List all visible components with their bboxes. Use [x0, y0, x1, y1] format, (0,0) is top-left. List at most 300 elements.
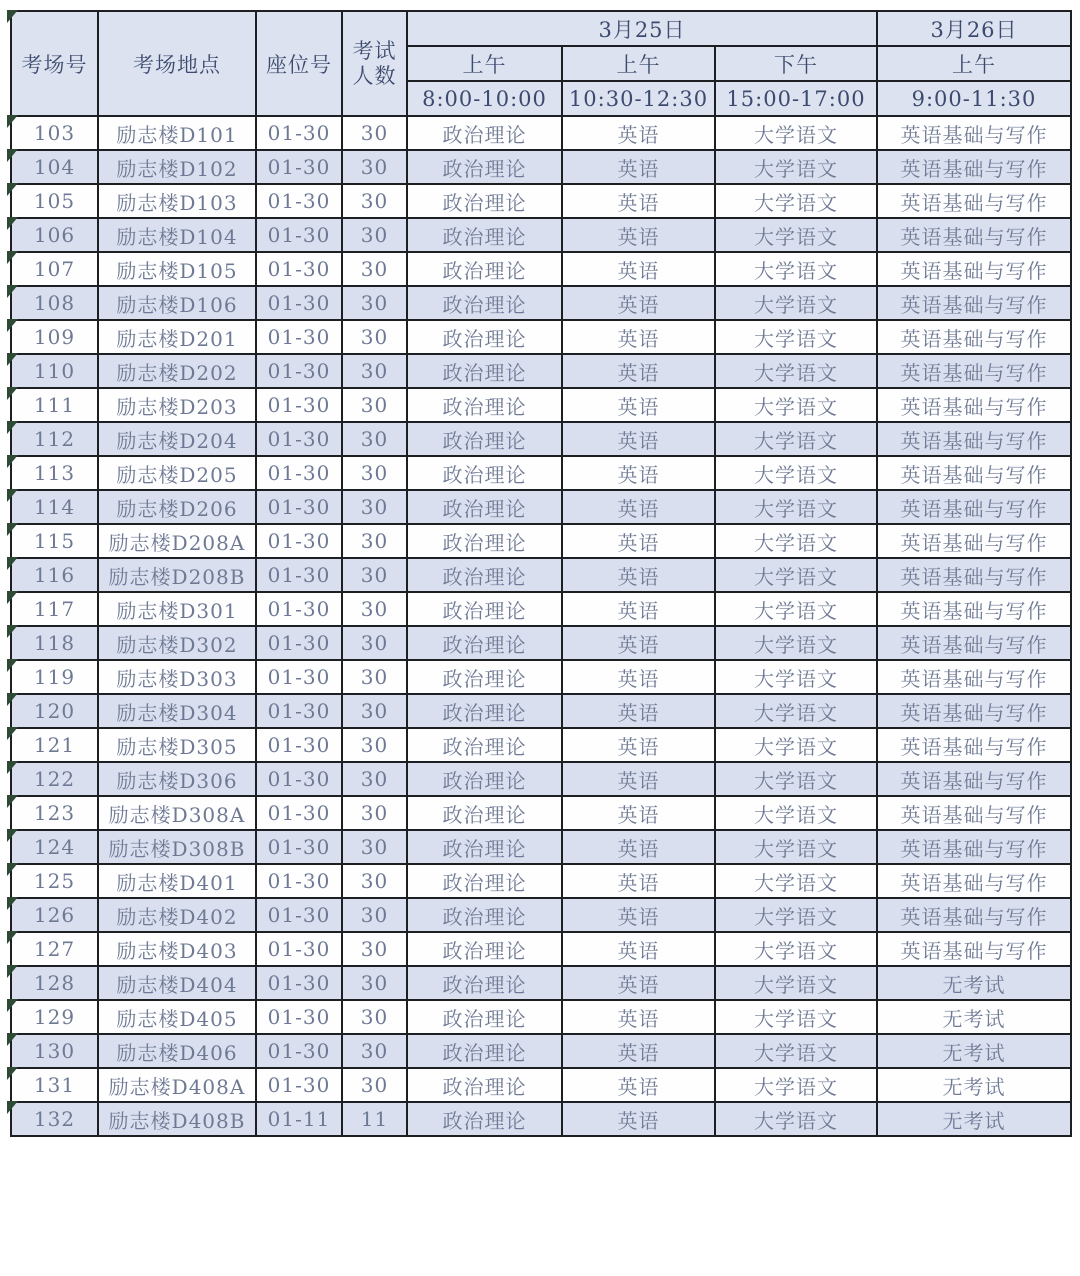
location-cell: 励志楼D408A [98, 1068, 256, 1102]
schedule-row [11, 1000, 1071, 1034]
room-number-cell [11, 354, 98, 388]
header-period-2: 上午 [562, 46, 715, 81]
location-cell: 励志楼D205 [98, 456, 256, 490]
room-number-value: 115 [33, 529, 76, 553]
examinee-count-cell: 30 [342, 830, 407, 864]
room-number-value: 117 [33, 597, 76, 621]
exam-english-writing-cell: 英语基础与写作 [877, 490, 1071, 524]
schedule-row [11, 660, 1071, 694]
room-number-cell [11, 932, 98, 966]
exam-politics-cell: 政治理论 [407, 728, 562, 762]
schedule-table-header [11, 11, 1071, 116]
corner-mark-icon [7, 285, 18, 298]
exam-politics-cell: 政治理论 [407, 796, 562, 830]
schedule-row [11, 898, 1071, 932]
room-number-value: 104 [33, 155, 76, 179]
schedule-row [11, 354, 1071, 388]
header-examinee-count: 考试人数 [342, 11, 407, 116]
exam-chinese-cell: 大学语文 [715, 184, 877, 218]
exam-politics-cell: 政治理论 [407, 626, 562, 660]
room-number-cell [11, 456, 98, 490]
exam-politics-cell: 政治理论 [407, 286, 562, 320]
examinee-count-cell: 30 [342, 422, 407, 456]
seat-range-cell: 01-30 [256, 694, 342, 728]
examinee-count-cell: 30 [342, 524, 407, 558]
room-number-value: 124 [33, 835, 76, 859]
examinee-count-cell: 30 [342, 762, 407, 796]
location-cell: 励志楼D104 [98, 218, 256, 252]
exam-english-writing-cell: 英语基础与写作 [877, 830, 1071, 864]
exam-english-cell: 英语 [562, 286, 715, 320]
exam-english-cell: 英语 [562, 626, 715, 660]
exam-chinese-cell: 大学语文 [715, 592, 877, 626]
location-cell: 励志楼D403 [98, 932, 256, 966]
seat-range-cell: 01-30 [256, 422, 342, 456]
room-number-value: 131 [33, 1073, 76, 1097]
exam-politics-cell: 政治理论 [407, 150, 562, 184]
room-number-cell [11, 728, 98, 762]
room-number-value: 112 [33, 427, 76, 451]
exam-english-writing-cell: 英语基础与写作 [877, 456, 1071, 490]
room-number-cell [11, 1034, 98, 1068]
exam-chinese-cell: 大学语文 [715, 1000, 877, 1034]
exam-politics-cell: 政治理论 [407, 1068, 562, 1102]
exam-english-writing-cell: 英语基础与写作 [877, 660, 1071, 694]
room-number-cell [11, 558, 98, 592]
room-number-value: 122 [33, 767, 76, 791]
corner-mark-icon [7, 591, 18, 604]
schedule-row [11, 150, 1071, 184]
room-number-cell [11, 388, 98, 422]
exam-english-cell: 英语 [562, 1034, 715, 1068]
exam-english-cell: 英语 [562, 864, 715, 898]
examinee-count-cell: 30 [342, 626, 407, 660]
examinee-count-cell: 30 [342, 1000, 407, 1034]
room-number-cell [11, 1000, 98, 1034]
schedule-row [11, 558, 1071, 592]
exam-politics-cell: 政治理论 [407, 320, 562, 354]
room-number-cell [11, 218, 98, 252]
exam-english-writing-cell: 英语基础与写作 [877, 626, 1071, 660]
exam-chinese-cell: 大学语文 [715, 218, 877, 252]
location-cell: 励志楼D408B [98, 1102, 256, 1136]
location-cell: 励志楼D401 [98, 864, 256, 898]
room-number-value: 120 [33, 699, 76, 723]
seat-range-cell: 01-30 [256, 796, 342, 830]
schedule-row [11, 456, 1071, 490]
corner-mark-icon [7, 693, 18, 706]
exam-english-cell: 英语 [562, 694, 715, 728]
header-room-number-label: 考场号 [21, 52, 88, 77]
location-cell: 励志楼D102 [98, 150, 256, 184]
examinee-count-cell: 30 [342, 252, 407, 286]
exam-english-writing-cell: 英语基础与写作 [877, 116, 1071, 150]
exam-english-writing-cell: 英语基础与写作 [877, 354, 1071, 388]
schedule-row [11, 286, 1071, 320]
room-number-value: 113 [33, 461, 76, 485]
room-number-cell [11, 286, 98, 320]
exam-english-cell: 英语 [562, 116, 715, 150]
exam-politics-cell: 政治理论 [407, 864, 562, 898]
seat-range-cell: 01-30 [256, 1034, 342, 1068]
exam-politics-cell: 政治理论 [407, 558, 562, 592]
corner-mark-icon [7, 149, 18, 162]
seat-range-cell: 01-30 [256, 728, 342, 762]
room-number-cell [11, 1068, 98, 1102]
schedule-row [11, 796, 1071, 830]
exam-english-writing-cell: 英语基础与写作 [877, 898, 1071, 932]
room-number-value: 119 [33, 665, 76, 689]
corner-mark-icon [7, 183, 18, 196]
seat-range-cell: 01-30 [256, 1000, 342, 1034]
exam-english-cell: 英语 [562, 184, 715, 218]
seat-range-cell: 01-30 [256, 966, 342, 1000]
exam-chinese-cell: 大学语文 [715, 252, 877, 286]
schedule-row [11, 422, 1071, 456]
seat-range-cell: 01-30 [256, 864, 342, 898]
room-number-value: 127 [33, 937, 76, 961]
exam-english-writing-cell: 英语基础与写作 [877, 320, 1071, 354]
exam-chinese-cell: 大学语文 [715, 116, 877, 150]
exam-english-cell: 英语 [562, 558, 715, 592]
exam-english-cell: 英语 [562, 796, 715, 830]
exam-politics-cell: 政治理论 [407, 252, 562, 286]
examinee-count-cell: 30 [342, 694, 407, 728]
room-number-value: 110 [33, 359, 76, 383]
examinee-count-cell: 30 [342, 1034, 407, 1068]
location-cell: 励志楼D406 [98, 1034, 256, 1068]
exam-english-writing-cell: 英语基础与写作 [877, 558, 1071, 592]
corner-mark-icon [7, 1101, 18, 1114]
header-time-3: 15:00-17:00 [715, 81, 877, 116]
location-cell: 励志楼D402 [98, 898, 256, 932]
location-cell: 励志楼D106 [98, 286, 256, 320]
exam-english-writing-cell: 英语基础与写作 [877, 218, 1071, 252]
schedule-row [11, 490, 1071, 524]
header-location: 考场地点 [98, 11, 256, 116]
seat-range-cell: 01-30 [256, 592, 342, 626]
schedule-row [11, 592, 1071, 626]
exam-politics-cell: 政治理论 [407, 932, 562, 966]
exam-english-writing-cell: 英语基础与写作 [877, 252, 1071, 286]
exam-chinese-cell: 大学语文 [715, 320, 877, 354]
exam-english-cell: 英语 [562, 320, 715, 354]
seat-range-cell: 01-30 [256, 388, 342, 422]
header-time-1: 8:00-10:00 [407, 81, 562, 116]
room-number-cell [11, 694, 98, 728]
examinee-count-cell: 30 [342, 796, 407, 830]
corner-mark-icon [7, 897, 18, 910]
exam-chinese-cell: 大学语文 [715, 558, 877, 592]
schedule-row [11, 320, 1071, 354]
exam-chinese-cell: 大学语文 [715, 1068, 877, 1102]
schedule-row [11, 626, 1071, 660]
corner-mark-icon [7, 387, 18, 400]
room-number-cell [11, 796, 98, 830]
examinee-count-cell: 30 [342, 354, 407, 388]
examinee-count-cell: 30 [342, 456, 407, 490]
header-time-4: 9:00-11:30 [877, 81, 1071, 116]
room-number-cell [11, 864, 98, 898]
exam-politics-cell: 政治理论 [407, 1000, 562, 1034]
exam-english-cell: 英语 [562, 728, 715, 762]
exam-english-writing-cell: 无考试 [877, 1102, 1071, 1136]
header-room-number [11, 11, 98, 116]
corner-mark-icon [7, 421, 18, 434]
corner-mark-icon [7, 319, 18, 332]
room-number-value: 118 [33, 631, 76, 655]
corner-mark-icon [7, 965, 18, 978]
room-number-value: 125 [33, 869, 76, 893]
corner-mark-icon [7, 829, 18, 842]
exam-chinese-cell: 大学语文 [715, 150, 877, 184]
exam-chinese-cell: 大学语文 [715, 286, 877, 320]
exam-english-writing-cell: 英语基础与写作 [877, 286, 1071, 320]
examinee-count-cell: 30 [342, 286, 407, 320]
location-cell: 励志楼D302 [98, 626, 256, 660]
examinee-count-cell: 30 [342, 1068, 407, 1102]
room-number-value: 130 [33, 1039, 76, 1063]
room-number-cell [11, 1102, 98, 1136]
examinee-count-cell: 30 [342, 184, 407, 218]
room-number-value: 106 [33, 223, 76, 247]
exam-chinese-cell: 大学语文 [715, 830, 877, 864]
seat-range-cell: 01-30 [256, 286, 342, 320]
exam-english-writing-cell: 无考试 [877, 1068, 1071, 1102]
schedule-row [11, 694, 1071, 728]
location-cell: 励志楼D404 [98, 966, 256, 1000]
location-cell: 励志楼D304 [98, 694, 256, 728]
exam-english-writing-cell: 英语基础与写作 [877, 524, 1071, 558]
corner-mark-icon [7, 523, 18, 536]
exam-english-cell: 英语 [562, 490, 715, 524]
exam-english-writing-cell: 英语基础与写作 [877, 864, 1071, 898]
exam-chinese-cell: 大学语文 [715, 728, 877, 762]
schedule-row [11, 1102, 1071, 1136]
schedule-row [11, 1068, 1071, 1102]
exam-english-cell: 英语 [562, 830, 715, 864]
exam-chinese-cell: 大学语文 [715, 762, 877, 796]
location-cell: 励志楼D208A [98, 524, 256, 558]
seat-range-cell: 01-30 [256, 184, 342, 218]
examinee-count-cell: 30 [342, 150, 407, 184]
exam-politics-cell: 政治理论 [407, 830, 562, 864]
corner-mark-icon [7, 217, 18, 230]
seat-range-cell: 01-30 [256, 490, 342, 524]
room-number-cell [11, 116, 98, 150]
room-number-value: 132 [33, 1107, 76, 1131]
schedule-row [11, 864, 1071, 898]
exam-english-writing-cell: 英语基础与写作 [877, 762, 1071, 796]
room-number-cell [11, 184, 98, 218]
seat-range-cell: 01-30 [256, 558, 342, 592]
room-number-cell [11, 422, 98, 456]
corner-mark-icon [7, 863, 18, 876]
corner-mark-icon [7, 659, 18, 672]
header-date-march-25: 3月25日 [407, 11, 877, 46]
exam-chinese-cell: 大学语文 [715, 694, 877, 728]
corner-mark-icon [7, 353, 18, 366]
seat-range-cell: 01-30 [256, 218, 342, 252]
seat-range-cell: 01-30 [256, 456, 342, 490]
location-cell: 励志楼D204 [98, 422, 256, 456]
seat-range-cell: 01-30 [256, 354, 342, 388]
seat-range-cell: 01-30 [256, 830, 342, 864]
exam-politics-cell: 政治理论 [407, 218, 562, 252]
exam-english-cell: 英语 [562, 1068, 715, 1102]
schedule-row [11, 252, 1071, 286]
corner-mark-icon [7, 727, 18, 740]
exam-english-cell: 英语 [562, 150, 715, 184]
examinee-count-cell: 30 [342, 864, 407, 898]
exam-politics-cell: 政治理论 [407, 456, 562, 490]
location-cell: 励志楼D301 [98, 592, 256, 626]
exam-chinese-cell: 大学语文 [715, 354, 877, 388]
room-number-cell [11, 252, 98, 286]
room-number-cell [11, 524, 98, 558]
exam-chinese-cell: 大学语文 [715, 490, 877, 524]
corner-mark-icon [7, 625, 18, 638]
room-number-value: 128 [33, 971, 76, 995]
header-period-4: 上午 [877, 46, 1071, 81]
exam-english-cell: 英语 [562, 1102, 715, 1136]
exam-english-cell: 英语 [562, 456, 715, 490]
seat-range-cell: 01-30 [256, 524, 342, 558]
location-cell: 励志楼D306 [98, 762, 256, 796]
corner-mark-icon [7, 115, 18, 128]
examinee-count-cell: 30 [342, 966, 407, 1000]
exam-english-cell: 英语 [562, 932, 715, 966]
exam-politics-cell: 政治理论 [407, 490, 562, 524]
exam-english-cell: 英语 [562, 660, 715, 694]
exam-politics-cell: 政治理论 [407, 184, 562, 218]
corner-mark-icon [7, 10, 18, 23]
header-period-3: 下午 [715, 46, 877, 81]
room-number-value: 105 [33, 189, 76, 213]
room-number-value: 129 [33, 1005, 76, 1029]
exam-chinese-cell: 大学语文 [715, 864, 877, 898]
examinee-count-cell: 30 [342, 388, 407, 422]
exam-english-cell: 英语 [562, 1000, 715, 1034]
exam-chinese-cell: 大学语文 [715, 626, 877, 660]
exam-chinese-cell: 大学语文 [715, 422, 877, 456]
exam-english-cell: 英语 [562, 524, 715, 558]
exam-chinese-cell: 大学语文 [715, 1102, 877, 1136]
exam-chinese-cell: 大学语文 [715, 932, 877, 966]
location-cell: 励志楼D203 [98, 388, 256, 422]
exam-politics-cell: 政治理论 [407, 116, 562, 150]
room-number-value: 108 [33, 291, 76, 315]
room-number-cell [11, 150, 98, 184]
seat-range-cell: 01-30 [256, 762, 342, 796]
corner-mark-icon [7, 455, 18, 468]
exam-english-cell: 英语 [562, 592, 715, 626]
corner-mark-icon [7, 795, 18, 808]
exam-english-writing-cell: 无考试 [877, 966, 1071, 1000]
corner-mark-icon [7, 761, 18, 774]
corner-mark-icon [7, 557, 18, 570]
room-number-value: 103 [33, 121, 76, 145]
exam-chinese-cell: 大学语文 [715, 456, 877, 490]
schedule-row [11, 1034, 1071, 1068]
room-number-value: 114 [33, 495, 76, 519]
examinee-count-cell: 30 [342, 932, 407, 966]
exam-chinese-cell: 大学语文 [715, 966, 877, 1000]
location-cell: 励志楼D101 [98, 116, 256, 150]
exam-english-writing-cell: 英语基础与写作 [877, 592, 1071, 626]
room-number-cell [11, 660, 98, 694]
location-cell: 励志楼D305 [98, 728, 256, 762]
schedule-row [11, 116, 1071, 150]
room-number-value: 126 [33, 903, 76, 927]
examinee-count-cell: 30 [342, 660, 407, 694]
header-time-2: 10:30-12:30 [562, 81, 715, 116]
examinee-count-cell: 30 [342, 116, 407, 150]
location-cell: 励志楼D208B [98, 558, 256, 592]
room-number-value: 107 [33, 257, 76, 281]
exam-chinese-cell: 大学语文 [715, 898, 877, 932]
location-cell: 励志楼D303 [98, 660, 256, 694]
room-number-value: 111 [33, 393, 76, 417]
exam-english-writing-cell: 无考试 [877, 1034, 1071, 1068]
room-number-cell [11, 830, 98, 864]
exam-english-writing-cell: 英语基础与写作 [877, 184, 1071, 218]
exam-chinese-cell: 大学语文 [715, 660, 877, 694]
location-cell: 励志楼D308A [98, 796, 256, 830]
room-number-value: 123 [33, 801, 76, 825]
header-period-1: 上午 [407, 46, 562, 81]
exam-chinese-cell: 大学语文 [715, 388, 877, 422]
exam-english-writing-cell: 英语基础与写作 [877, 728, 1071, 762]
location-cell: 励志楼D105 [98, 252, 256, 286]
corner-mark-icon [7, 999, 18, 1012]
schedule-row [11, 218, 1071, 252]
location-cell: 励志楼D308B [98, 830, 256, 864]
location-cell: 励志楼D405 [98, 1000, 256, 1034]
exam-english-cell: 英语 [562, 218, 715, 252]
schedule-table-body [11, 116, 1071, 1136]
exam-politics-cell: 政治理论 [407, 1102, 562, 1136]
exam-politics-cell: 政治理论 [407, 422, 562, 456]
schedule-row [11, 966, 1071, 1000]
exam-chinese-cell: 大学语文 [715, 524, 877, 558]
exam-politics-cell: 政治理论 [407, 1034, 562, 1068]
exam-politics-cell: 政治理论 [407, 762, 562, 796]
exam-politics-cell: 政治理论 [407, 388, 562, 422]
exam-politics-cell: 政治理论 [407, 660, 562, 694]
seat-range-cell: 01-30 [256, 320, 342, 354]
room-number-cell [11, 762, 98, 796]
exam-english-cell: 英语 [562, 422, 715, 456]
room-number-cell [11, 320, 98, 354]
seat-range-cell: 01-30 [256, 626, 342, 660]
corner-mark-icon [7, 931, 18, 944]
examinee-count-cell: 30 [342, 728, 407, 762]
examinee-count-cell: 30 [342, 320, 407, 354]
exam-english-cell: 英语 [562, 762, 715, 796]
location-cell: 励志楼D201 [98, 320, 256, 354]
schedule-row [11, 388, 1071, 422]
seat-range-cell: 01-30 [256, 1068, 342, 1102]
exam-english-writing-cell: 英语基础与写作 [877, 150, 1071, 184]
corner-mark-icon [7, 1067, 18, 1080]
exam-english-writing-cell: 英语基础与写作 [877, 388, 1071, 422]
exam-chinese-cell: 大学语文 [715, 796, 877, 830]
exam-politics-cell: 政治理论 [407, 354, 562, 388]
examinee-count-cell: 30 [342, 898, 407, 932]
schedule-row [11, 524, 1071, 558]
exam-english-cell: 英语 [562, 966, 715, 1000]
